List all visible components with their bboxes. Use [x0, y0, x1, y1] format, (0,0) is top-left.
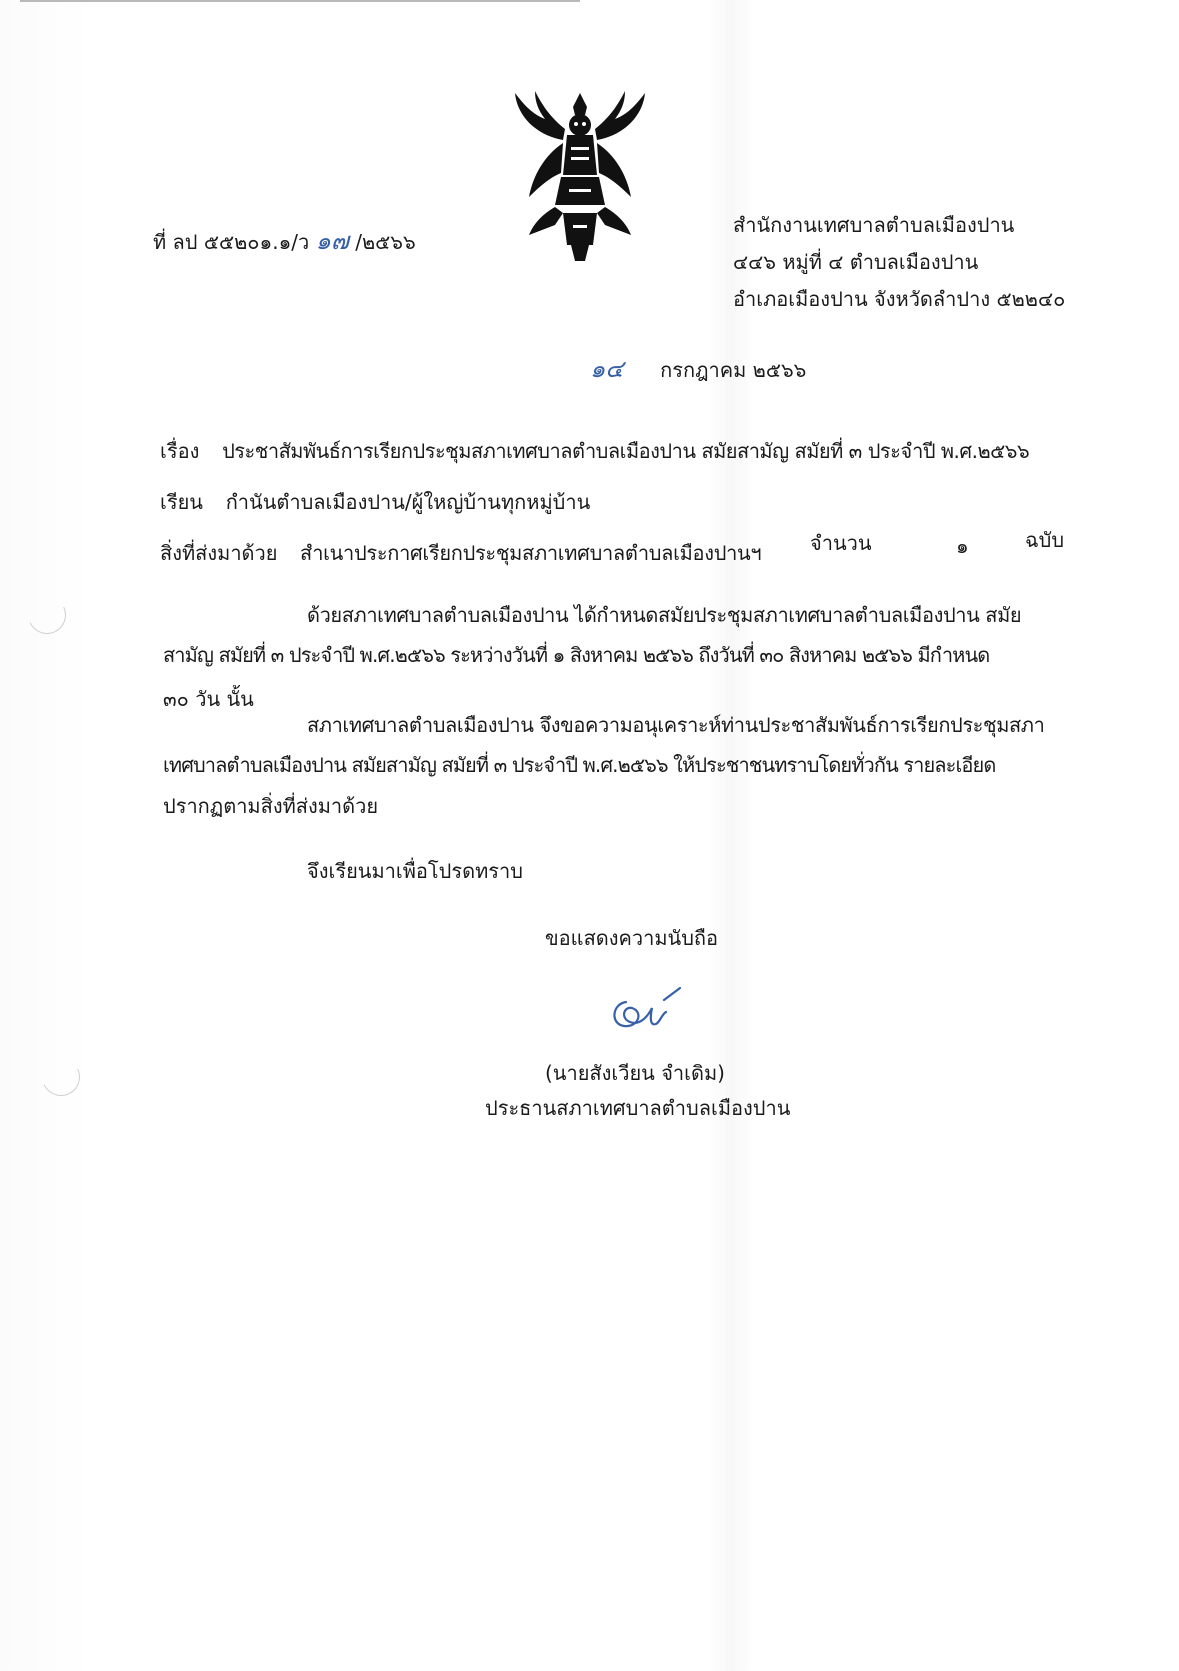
address-line: ๔๔๖ หมู่ที่ ๔ ตำบลเมืองปาน: [733, 250, 979, 274]
letter-date: [590, 356, 806, 383]
handwritten-reference-number: ๑๗: [315, 227, 349, 255]
subject-text: ประชาสัมพันธ์การเรียกประชุมสภาเทศบาลตำบลเมืองปาน สมัยสามัญ สมัยที่ ๓ ประจำปี พ.ศ.๒๕๖๖: [222, 439, 1030, 463]
enclosure-quantity-label: จำนวน: [810, 531, 872, 555]
handwritten-signature: [604, 982, 684, 1038]
reference-number: [153, 228, 416, 255]
closing-salutation: ขอแสดงความนับถือ: [545, 926, 719, 950]
recipient-label: เรียน: [160, 490, 203, 514]
reference-suffix: /๒๕๖๖: [355, 230, 416, 254]
paragraph-line: ปรากฏตามสิ่งที่ส่งมาด้วย: [163, 794, 379, 818]
closing-request: จึงเรียนมาเพื่อโปรดทราบ: [307, 859, 523, 883]
signer-name: (นายสังเวียน จำเดิม): [545, 1061, 725, 1085]
address-line: อำเภอเมืองปาน จังหวัดลำปาง ๕๒๒๔๐: [733, 287, 1066, 311]
paragraph-line: เทศบาลตำบลเมืองปาน สมัยสามัญ สมัยที่ ๓ ประจำปี พ.ศ.๒๕๖๖ ให้ประชาชนทราบโดยทั่วกัน รายละเอียด: [163, 753, 996, 777]
recipient-line: [160, 489, 590, 515]
date-month-year: กรกฎาคม ๒๕๖๖: [660, 358, 807, 382]
handwritten-date-day: ๑๔: [590, 355, 624, 383]
recipient-text: กำนันตำบลเมืองปาน/ผู้ใหญ่บ้านทุกหมู่บ้าน: [225, 490, 591, 514]
reference-prefix: ที่ ลป ๕๕๒๐๑.๑/ว: [153, 230, 310, 254]
punch-hole-bottom: [37, 1053, 86, 1102]
paragraph-line: สามัญ สมัยที่ ๓ ประจำปี พ.ศ.๒๕๖๖ ระหว่างวันที่ ๑ สิงหาคม ๒๕๖๖ ถึงวันที่ ๓๐ สิงหาคม ๒๕๖๖ มีกำหนด: [163, 643, 990, 667]
scan-edge-line: [20, 0, 580, 2]
paragraph-line: สภาเทศบาลตำบลเมืองปาน จึงขอความอนุเคราะห์ท่านประชาสัมพันธ์การเรียกประชุมสภา: [307, 713, 1045, 737]
address-line: สำนักงานเทศบาลตำบลเมืองปาน: [733, 213, 1015, 237]
enclosure-label: สิ่งที่ส่งมาด้วย: [160, 541, 278, 565]
enclosure-unit: ฉบับ: [1025, 528, 1065, 552]
paragraph-line: ด้วยสภาเทศบาลตำบลเมืองปาน ได้กำหนดสมัยประชุมสภาเทศบาลตำบลเมืองปาน สมัย: [307, 603, 1022, 627]
enclosure-quantity: ๑: [956, 534, 969, 558]
punch-hole-top: [23, 591, 72, 640]
subject-line: [160, 438, 1075, 464]
subject-label: เรื่อง: [160, 439, 200, 463]
paragraph-line: ๓๐ วัน นั้น: [163, 687, 254, 711]
signer-title: ประธานสภาเทศบาลตำบลเมืองปาน: [485, 1096, 791, 1120]
enclosure-text: สำเนาประกาศเรียกประชุมสภาเทศบาลตำบลเมืองปานฯ: [300, 541, 762, 565]
garuda-emblem-icon: [505, 85, 655, 265]
